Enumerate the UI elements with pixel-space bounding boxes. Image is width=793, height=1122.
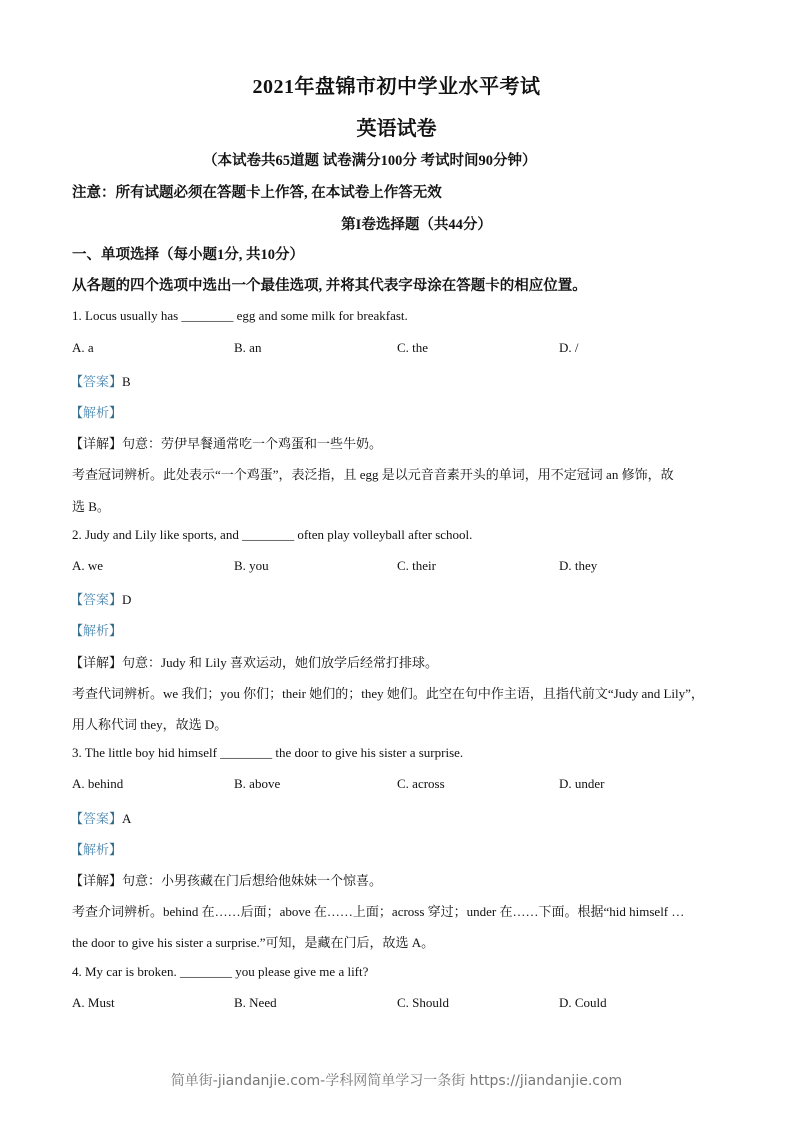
question-3-stem: 3. The little boy hid himself ________ the door to give his sister a surprise. <box>72 745 464 760</box>
bracket-open: 【 <box>70 405 84 420</box>
bracket-open: 【 <box>70 842 84 857</box>
question-2-detail-3: 用人称代词 they，故选 D。 <box>72 717 228 732</box>
exam-notice: 注意：所有试题必须在答题卡上作答, 在本试卷上作答无效 <box>72 185 442 201</box>
answer-label: 答案 <box>83 811 110 826</box>
question-2-detail-1 <box>70 652 438 671</box>
question-1-option-d: D. / <box>559 340 579 355</box>
question-4-option-d: D. Could <box>559 995 607 1010</box>
bracket-close: 】 <box>109 374 123 389</box>
analysis-label: 解析 <box>83 623 110 638</box>
question-3-detail-1 <box>70 870 382 889</box>
question-2-option-d: D. they <box>559 558 598 573</box>
answer-value: D <box>122 592 132 607</box>
question-1-detail-2: 考查冠词辨析。此处表示“一个鸡蛋”，表泛指，且 egg 是以元音音素开头的单词，用不定冠词 an 修饰，故 <box>72 467 674 482</box>
bracket-open: 【 <box>70 873 84 888</box>
bracket-open: 【 <box>70 436 84 451</box>
question-1-option-c: C. the <box>397 340 429 355</box>
exam-title: 2021年盘锦市初中学业水平考试 <box>252 76 541 98</box>
exam-info: （本试卷共65道题 试卷满分100分 考试时间90分钟） <box>203 153 537 169</box>
question-2-stem: 2. Judy and Lily like sports, and ________ often play volleyball after school. <box>72 527 473 542</box>
answer-value: B <box>122 374 131 389</box>
bracket-open: 【 <box>70 811 84 826</box>
question-3-analysis-label <box>70 839 122 858</box>
answer-value: A <box>122 811 132 826</box>
bracket-open: 【 <box>70 592 84 607</box>
bracket-open: 【 <box>70 623 84 638</box>
question-2-option-a: A. we <box>72 558 104 573</box>
question-2-analysis-label <box>70 620 122 639</box>
question-1-option-a: A. a <box>72 340 94 355</box>
question-1-detail-3: 选 B。 <box>72 499 110 514</box>
bracket-close: 】 <box>109 873 123 888</box>
question-3-detail-2: 考查介词辨析。behind 在……后面；above 在……上面；across 穿过；under 在……下面。根据“hid himself … <box>72 904 685 919</box>
question-1-stem: 1. Locus usually has ________ egg and some milk for breakfast. <box>72 308 408 323</box>
bracket-close: 】 <box>109 842 123 857</box>
bracket-close: 】 <box>109 592 123 607</box>
question-4-option-a: A. Must <box>72 995 115 1010</box>
bracket-close: 】 <box>109 623 123 638</box>
question-1-detail-1 <box>70 433 382 452</box>
question-1-analysis-label <box>70 402 122 421</box>
question-3-option-c: C. across <box>397 776 445 791</box>
detail-label: 详解 <box>83 436 110 451</box>
question-4-stem: 4. My car is broken. ________ you please give me a lift? <box>72 964 369 979</box>
detail-label: 详解 <box>83 873 110 888</box>
detail-text: 句意：Judy 和 Lily 喜欢运动，她们放学后经常打排球。 <box>122 655 439 670</box>
analysis-label: 解析 <box>83 405 110 420</box>
question-4-option-c: C. Should <box>397 995 450 1010</box>
question-4-option-b: B. Need <box>234 995 277 1010</box>
question-3-answer <box>70 808 131 827</box>
bracket-open: 【 <box>70 655 84 670</box>
bracket-close: 】 <box>109 405 123 420</box>
question-2-detail-2: 考查代词辨析。we 我们；you 你们；their 她们的；they 她们。此空在句中作主语，且指代前文“Judy and Lily”， <box>72 686 704 701</box>
answer-label: 答案 <box>83 374 110 389</box>
bracket-close: 】 <box>109 436 123 451</box>
bracket-close: 】 <box>109 655 123 670</box>
question-3-option-a: A. behind <box>72 776 124 791</box>
instruction: 从各题的四个选项中选出一个最佳选项, 并将其代表字母涂在答题卡的相应位置。 <box>72 278 587 294</box>
detail-text: 句意：劳伊早餐通常吃一个鸡蛋和一些牛奶。 <box>122 436 383 451</box>
question-2-answer <box>70 589 131 608</box>
answer-label: 答案 <box>83 592 110 607</box>
question-1-option-b: B. an <box>234 340 262 355</box>
detail-label: 详解 <box>83 655 110 670</box>
question-1-answer <box>70 371 131 390</box>
question-3-option-b: B. above <box>234 776 281 791</box>
exam-subtitle: 英语试卷 <box>356 118 437 140</box>
part-title: 一、单项选择（每小题1分, 共10分） <box>72 247 304 263</box>
question-3-option-d: D. under <box>559 776 605 791</box>
footer-watermark: 简单街-jiandanjie.com-学科网简单学习一条街 https://jiandanjie.com <box>170 1073 623 1089</box>
question-2-option-b: B. you <box>234 558 269 573</box>
question-2-option-c: C. their <box>397 558 436 573</box>
bracket-open: 【 <box>70 374 84 389</box>
question-3-detail-3: the door to give his sister a surprise.”可知，是藏在门后，故选 A。 <box>72 935 435 950</box>
bracket-close: 】 <box>109 811 123 826</box>
analysis-label: 解析 <box>83 842 110 857</box>
section-title: 第I卷选择题（共44分） <box>341 217 492 233</box>
detail-text: 句意：小男孩藏在门后想给他妹妹一个惊喜。 <box>122 873 383 888</box>
